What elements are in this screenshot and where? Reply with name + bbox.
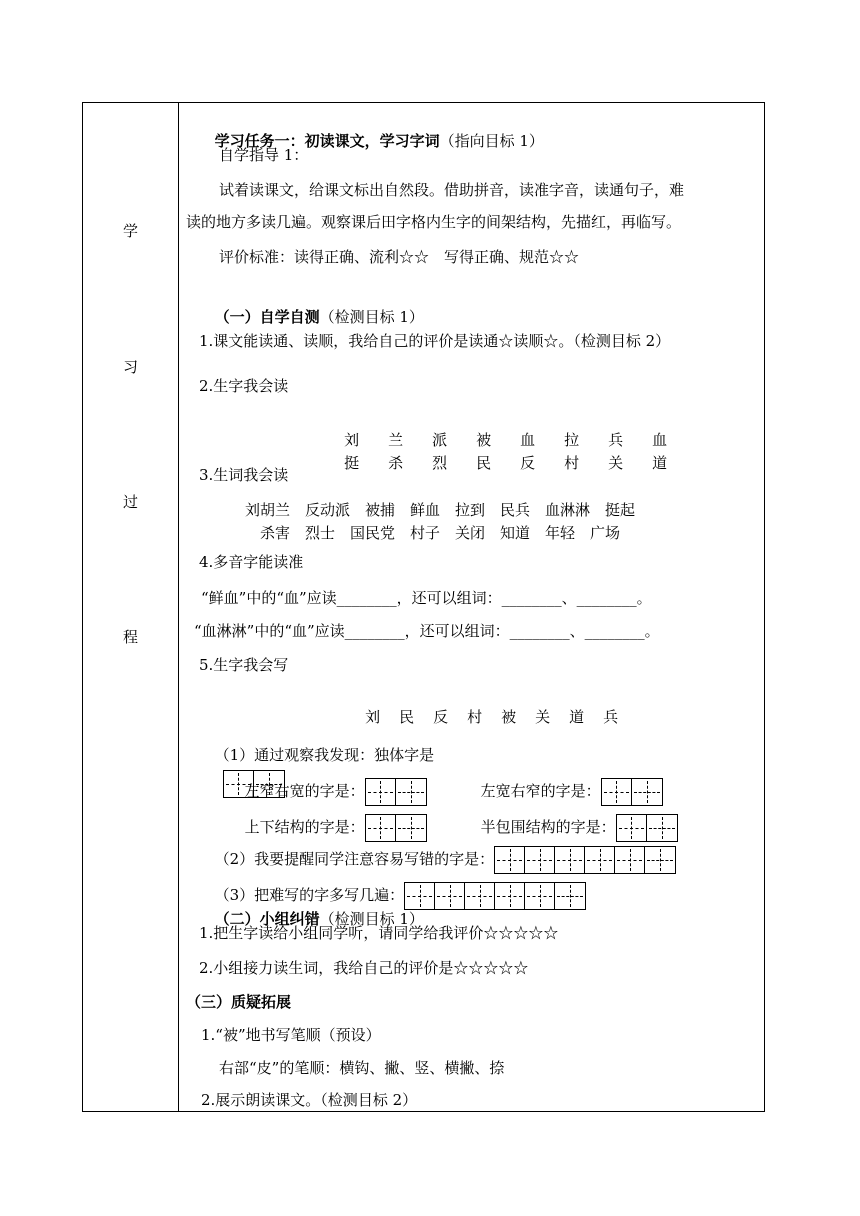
section-2-target: （检测目标 1） bbox=[319, 910, 424, 928]
question-5-title: 5.生字我会写 bbox=[199, 656, 289, 674]
polyphone-line-1: “鲜血”中的“血”应读________，还可以组词：________、________。 bbox=[201, 589, 652, 607]
task-title: 学习任务一：初读课文，学习字词 bbox=[214, 132, 440, 150]
extend-item-1: 1.“被”地书写笔顺（预设） bbox=[201, 1026, 381, 1044]
char: 兵 bbox=[608, 431, 624, 449]
char: 道 bbox=[652, 454, 668, 472]
question-1: 1.课文能读通、读顺，我给自己的评价是读通☆读顺☆。（检测目标 2） bbox=[199, 332, 671, 350]
section-1-title: （一）自学自测 bbox=[214, 308, 320, 326]
guide-criteria: 评价标准：读得正确、流利☆☆ 写得正确、规范☆☆ bbox=[219, 248, 580, 266]
section-3-title: （三）质疑拓展 bbox=[186, 993, 292, 1011]
char: 关 bbox=[535, 708, 551, 726]
content-cell bbox=[179, 103, 764, 1111]
char: 反 bbox=[433, 708, 449, 726]
char: 派 bbox=[432, 431, 448, 449]
half-enclosure-label: 半包围结构的字是： bbox=[480, 818, 616, 836]
char: 兵 bbox=[603, 708, 619, 726]
polyphone-line-2: “血淋淋”中的“血”应读________，还可以组词：________、________。 bbox=[194, 622, 660, 640]
task-target: （指向目标 1） bbox=[439, 132, 544, 150]
guide-para-2: 读的地方多读几遍。观察课后田字格内生字的间架结构，先描红，再临写。 bbox=[186, 213, 682, 231]
words-row-2: 杀害 烈士 国民党 村子 关闭 知道 年轻 广场 bbox=[260, 524, 621, 542]
char: 民 bbox=[399, 708, 415, 726]
lesson-table bbox=[82, 102, 765, 1112]
side-label-1: 学 bbox=[122, 222, 138, 240]
char: 杀 bbox=[388, 454, 404, 472]
char: 被 bbox=[476, 431, 492, 449]
question-2-title: 2.生字我会读 bbox=[199, 377, 289, 395]
char: 刘 bbox=[365, 708, 381, 726]
char: 村 bbox=[467, 708, 483, 726]
guide-title: 自学指导 1： bbox=[219, 146, 309, 164]
char: 道 bbox=[569, 708, 585, 726]
question-3-title: 3.生词我会读 bbox=[199, 466, 289, 484]
char: 被 bbox=[501, 708, 517, 726]
section-2-title: （二）小组纠错 bbox=[214, 910, 320, 928]
side-label-2: 习 bbox=[122, 358, 138, 376]
group-item-2: 2.小组接力读生词，我给自己的评价是☆☆☆☆☆ bbox=[199, 959, 529, 977]
section-1-target: （检测目标 1） bbox=[319, 308, 424, 326]
words-row-1: 刘胡兰 反动派 被捕 鲜血 拉到 民兵 血淋淋 挺起 bbox=[245, 501, 636, 519]
find-label: （1）通过观察我发现：独体字是 bbox=[214, 746, 435, 764]
read-chars-row-2 bbox=[301, 433, 682, 493]
writing-grid[interactable] bbox=[404, 882, 586, 910]
remind-label: （2）我要提醒同学注意容易写错的字是： bbox=[214, 850, 495, 868]
char: 挺 bbox=[344, 454, 360, 472]
up-down-label: 上下结构的字是： bbox=[244, 818, 365, 836]
side-label-4: 程 bbox=[122, 628, 138, 646]
char: 血 bbox=[652, 431, 668, 449]
side-label-3: 过 bbox=[122, 493, 138, 511]
question-4-title: 4.多音字能读准 bbox=[199, 553, 304, 571]
group-item-1: 1.把生字读给小组同学听，请同学给我评价☆☆☆☆☆ bbox=[199, 924, 559, 942]
left-wide-label: 左宽右窄的字是： bbox=[480, 782, 601, 800]
char: 烈 bbox=[432, 454, 448, 472]
char: 拉 bbox=[564, 431, 580, 449]
char: 刘 bbox=[344, 431, 360, 449]
practice-label: （3）把难写的字多写几遍： bbox=[214, 886, 405, 904]
extend-item-1-detail: 右部“皮”的笔顺：横钩、撇、竖、横撇、捺 bbox=[219, 1059, 505, 1077]
char: 村 bbox=[564, 454, 580, 472]
left-narrow-label: 左窄右宽的字是： bbox=[244, 782, 365, 800]
extend-item-2: 2.展示朗读课文。（检测目标 2） bbox=[201, 1091, 418, 1109]
char: 反 bbox=[520, 454, 536, 472]
guide-para-1: 试着读课文，给课文标出自然段。借助拼音，读准字音，读通句子，难 bbox=[219, 181, 685, 199]
char: 关 bbox=[608, 454, 624, 472]
char: 血 bbox=[520, 431, 536, 449]
char: 民 bbox=[476, 454, 492, 472]
char: 兰 bbox=[388, 431, 404, 449]
